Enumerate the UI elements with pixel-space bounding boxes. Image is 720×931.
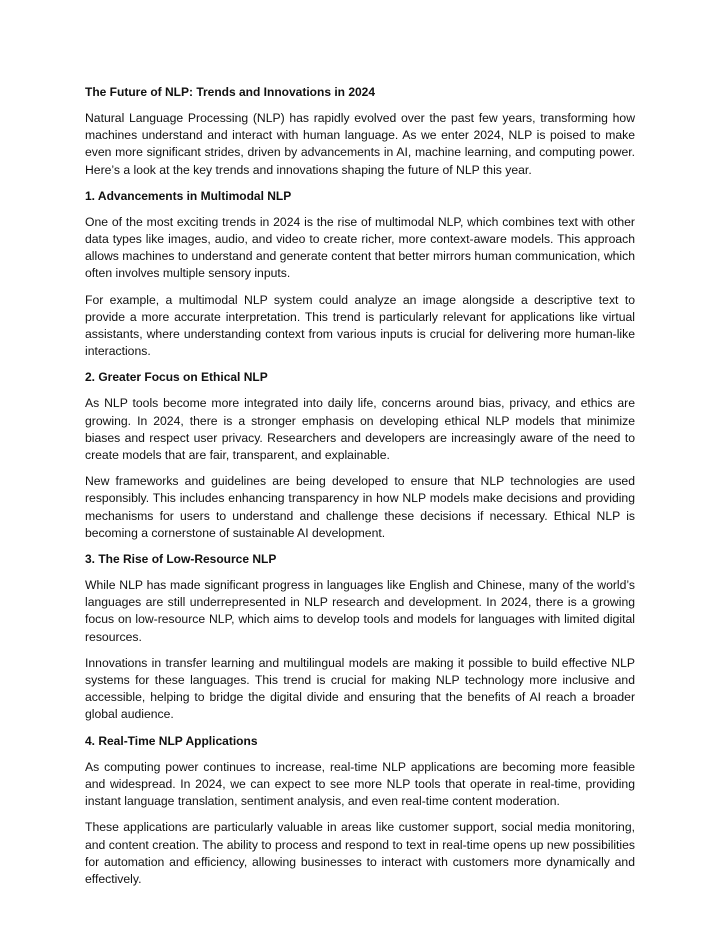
section-paragraph: New frameworks and guidelines are being developed to ensure that NLP technologies are used responsibly. This includes enhancing transparency in how NLP models make decisions and providing mechanisms for users to understand and challenge these decisions if necessary. Ethical NLP is becoming a cornerstone of sustainable AI development. xyxy=(85,474,635,540)
section-paragraph: These applications are particularly valuable in areas like customer support, social media monitoring, and content creation. The ability to process and respond to text in real-time opens up new possibilities for automation and efficiency, allowing businesses to interact with customers more dynamically and effectively. xyxy=(85,820,635,886)
section-low-resource-nlp xyxy=(85,551,635,724)
section-paragraph: For example, a multimodal NLP system could analyze an image alongside a descriptive text to provide a more accurate interpretation. This trend is particularly relevant for applications like virtual assistants, where understanding context from various inputs is crucial for delivering more human-like interactions. xyxy=(85,292,635,359)
section-paragraph: As NLP tools become more integrated into daily life, concerns around bias, privacy, and ethics are growing. In 2024, there is a stronger emphasis on developing ethical NLP models that minimize biases and respect user privacy. Researchers and developers are increasingly aware of the need to create models that are fair, transparent, and explainable. xyxy=(85,396,635,463)
intro-paragraph: Natural Language Processing (NLP) has rapidly evolved over the past few years, transforming how machines understand and interact with human language. As we enter 2024, NLP is poised to make even more significant strides, driven by advancements in AI, machine learning, and computing power. Here’s a look at the key trends and innovations shaping the future of NLP this year. xyxy=(85,111,635,177)
document-page xyxy=(85,84,635,897)
section-heading: 1. Advancements in Multimodal NLP xyxy=(85,188,292,203)
section-ethical-nlp xyxy=(85,369,635,542)
section-heading: 2. Greater Focus on Ethical NLP xyxy=(85,370,268,385)
section-paragraph: Innovations in transfer learning and multilingual models are making it possible to build effective NLP systems for these languages. This trend is crucial for making NLP technology more inclusive and accessible, helping to bridge the digital divide and ensuring that the benefits of AI reach a broader global audience. xyxy=(85,655,635,722)
section-heading: 3. The Rise of Low-Resource NLP xyxy=(85,552,277,567)
section-real-time-nlp xyxy=(85,733,635,888)
section-heading: 4. Real-Time NLP Applications xyxy=(85,733,258,748)
document-title: The Future of NLP: Trends and Innovations in 2024 xyxy=(85,85,376,99)
section-paragraph: As computing power continues to increase, real-time NLP applications are becoming more feasible and widespread. In 2024, we can expect to see more NLP tools that operate in real-time, providing instant language translation, sentiment analysis, and even real-time content moderation. xyxy=(85,759,635,809)
section-multimodal-nlp xyxy=(85,188,635,361)
section-paragraph: While NLP has made significant progress in languages like English and Chinese, many of the world’s languages are still underrepresented in NLP research and development. In 2024, there is a growing focus on low-resource NLP, which aims to develop tools and models for languages with limited digital resources. xyxy=(85,578,635,644)
section-paragraph: One of the most exciting trends in 2024 is the rise of multimodal NLP, which combines text with other data types like images, audio, and video to create richer, more context-aware models. This approach allows machines to understand and generate content that better mirrors human communication, which often involves multiple sensory inputs. xyxy=(85,214,635,281)
